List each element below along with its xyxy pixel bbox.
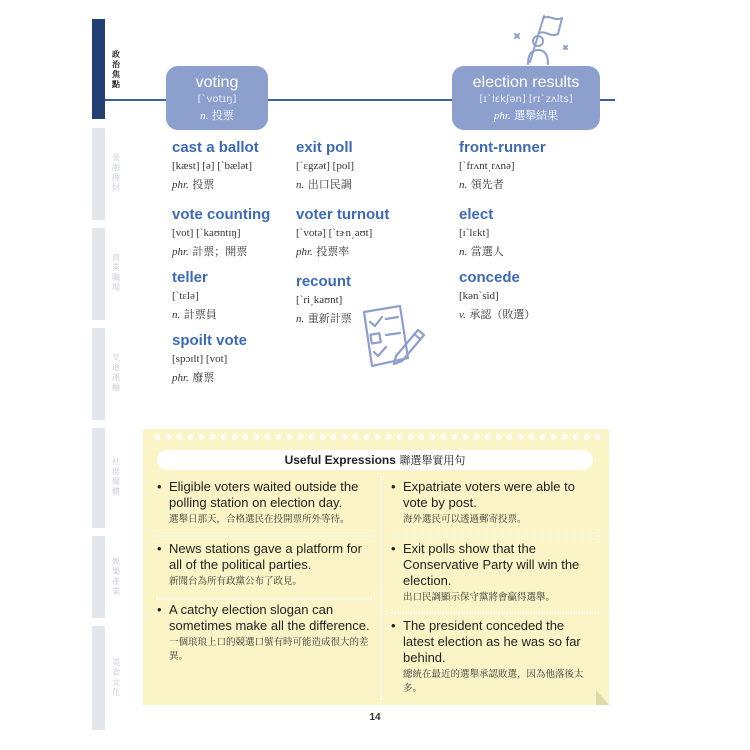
headword-election-results-pos: phr. xyxy=(493,110,511,122)
vocab-pos: n. xyxy=(172,309,181,321)
vocab-word: voter turnout xyxy=(296,206,390,223)
vocab-elect xyxy=(459,206,504,259)
vocab-word: teller xyxy=(172,269,208,286)
vocab-meaning: 計票員 xyxy=(183,308,217,321)
sidebar-tab-label-business: 商業職場 xyxy=(112,253,120,292)
sidebar-tab-label-entertainment: 娛樂產業 xyxy=(112,557,120,596)
vocab-meaning: 廢票 xyxy=(192,371,215,384)
sidebar-tab-label-finance: 金融理財 xyxy=(112,153,120,192)
expression-item xyxy=(391,618,589,696)
sidebar-tab-transport[interactable] xyxy=(92,328,105,420)
vocab-phonetic: [ˋɛgzət] [pol] xyxy=(296,160,355,172)
vocab-front-runner xyxy=(459,139,546,192)
row-divider xyxy=(390,612,600,614)
vocab-exit-poll xyxy=(296,139,354,192)
expression-item xyxy=(391,541,596,605)
vocab-phonetic: [kənˋsid] xyxy=(459,290,499,302)
folded-corner xyxy=(596,690,609,705)
expression-en: • Expatriate voters were able to vote by post. xyxy=(391,479,591,511)
vocab-pos: v. xyxy=(459,309,466,321)
vocab-word: recount xyxy=(296,273,352,290)
expression-zh: 選舉日那天，合格選民在投開票所外等待。 xyxy=(169,514,350,525)
sidebar-tab-label-food-culture: 美食文化 xyxy=(112,658,120,697)
vocab-phonetic: [ˋvotə] [ˋtɝn͵aʊt] xyxy=(296,227,373,239)
vocab-word: exit poll xyxy=(296,139,353,156)
vocab-phonetic: [ˋri͵kaʊnt] xyxy=(296,294,343,306)
sidebar-tab-social-media[interactable] xyxy=(92,428,105,528)
headword-election-results-meaning: 選舉結果 xyxy=(514,109,559,122)
page-number: 14 xyxy=(369,712,381,723)
expression-en: • News stations gave a platform for all of the political parties. xyxy=(157,541,372,573)
vocab-pos: n. xyxy=(459,179,468,191)
vocab-meaning: 當選人 xyxy=(470,245,504,258)
sidebar-tab-finance[interactable] xyxy=(92,128,105,220)
vocab-word: concede xyxy=(459,269,520,286)
vocab-word: cast a ballot xyxy=(172,139,259,156)
vocab-pos: n. xyxy=(296,179,305,191)
vocab-meaning: 領先者 xyxy=(470,178,504,191)
vocab-pos: phr. xyxy=(172,246,189,258)
vocab-meaning: 承認（敗選） xyxy=(469,308,536,321)
vocab-phonetic: [ɪˋlɛkt] xyxy=(459,227,490,239)
sidebar-tab-label-transport: 交通運輸 xyxy=(112,353,120,392)
vocab-recount xyxy=(296,273,352,326)
sidebar-tab-business[interactable] xyxy=(92,228,105,320)
expression-en: • A catchy election slogan can sometimes make all the difference. xyxy=(157,602,372,634)
vocab-meaning: 重新計票 xyxy=(307,312,352,325)
vocab-word: spoilt vote xyxy=(172,332,248,349)
expression-zh: 海外選民可以透過郵寄投票。 xyxy=(403,514,527,525)
expression-zh: 新聞台為所有政黨公布了政見。 xyxy=(169,576,303,587)
vocab-teller xyxy=(172,269,217,322)
expression-zh: 出口民調顯示保守黨將會贏得選舉。 xyxy=(403,592,556,603)
headword-voting-word: voting xyxy=(195,74,239,91)
expression-item xyxy=(157,541,372,589)
vocab-word: elect xyxy=(459,206,494,223)
vocab-meaning: 投票 xyxy=(192,178,215,191)
vocab-phonetic: [ˋfrʌnt͵rʌnə] xyxy=(459,160,515,172)
column-divider xyxy=(380,476,382,700)
sidebar-tab-label-politics: 政治焦點 xyxy=(112,50,120,89)
vocab-phonetic: [ˋtɛlə] xyxy=(172,290,199,302)
headword-election-results-word: election results xyxy=(472,74,580,91)
expression-item xyxy=(391,479,591,527)
vocab-pos: n. xyxy=(459,246,468,258)
row-divider xyxy=(390,535,600,537)
useful-expressions-title-en: Useful Expressions xyxy=(284,453,396,467)
expression-en: • Eligible voters waited outside the polling station on election day. xyxy=(157,479,372,511)
vocab-vote-counting xyxy=(172,206,270,259)
headword-voting-meaning: 投票 xyxy=(211,109,234,122)
vocab-pos: phr. xyxy=(296,246,313,258)
vocab-concede xyxy=(459,269,535,322)
headword-election-results xyxy=(452,66,600,130)
vocab-phonetic: [spɔɪlt] [vot] xyxy=(172,353,228,365)
dotted-binding-strip xyxy=(152,432,602,442)
expression-en: • Exit polls show that the Conservative Party will win the election. xyxy=(391,541,596,589)
vocab-word: front-runner xyxy=(459,139,546,156)
sidebar-tab-label-social-media: 社群媒體 xyxy=(112,457,120,496)
vocab-voter-turnout xyxy=(296,206,389,259)
vocab-pos: phr. xyxy=(172,179,189,191)
vocab-meaning: 出口民調 xyxy=(307,178,352,191)
headword-voting-phonetic: [ˋvotɪŋ] xyxy=(197,94,237,105)
expression-item xyxy=(157,602,372,664)
expression-zh: 一個琅琅上口的競選口號有時可能造成很大的差異。 xyxy=(169,637,369,662)
vocab-meaning: 計票；開票 xyxy=(192,245,248,258)
vocab-pos: n. xyxy=(296,313,305,325)
vocab-phonetic: [vot] [ˋkaʊntɪŋ] xyxy=(172,227,241,239)
expression-en: • The president conceded the latest election as he was so far behind. xyxy=(391,618,589,666)
headword-election-results-phonetic: [ɪˋlɛkʃən] [rɪˋzʌlts] xyxy=(479,94,573,105)
sidebar-tab-politics[interactable] xyxy=(92,19,105,119)
expression-zh: 總統在最近的選舉承認敗選，因為他落後太多。 xyxy=(403,669,584,694)
row-divider xyxy=(156,535,372,537)
headword-voting xyxy=(166,66,268,130)
sidebar-tab-entertainment[interactable] xyxy=(92,536,105,618)
row-divider xyxy=(156,598,372,600)
vocab-cast-a-ballot xyxy=(172,139,259,192)
expression-item xyxy=(157,479,372,527)
vocab-word: vote counting xyxy=(172,206,271,223)
vocab-phonetic: [kæst] [ə] [ˋbælət] xyxy=(172,160,253,172)
useful-expressions-title-zh: 聯選舉實用句 xyxy=(399,454,466,467)
vocab-pos: phr. xyxy=(172,372,189,384)
flag-person-icon xyxy=(510,10,572,72)
headword-voting-pos: n. xyxy=(200,110,209,122)
vocab-spoilt-vote xyxy=(172,332,247,385)
sidebar-tab-food-culture[interactable] xyxy=(92,626,105,730)
vocab-meaning: 投票率 xyxy=(316,245,350,258)
ballot-pen-icon xyxy=(352,300,430,378)
useful-expressions-title xyxy=(157,450,593,470)
